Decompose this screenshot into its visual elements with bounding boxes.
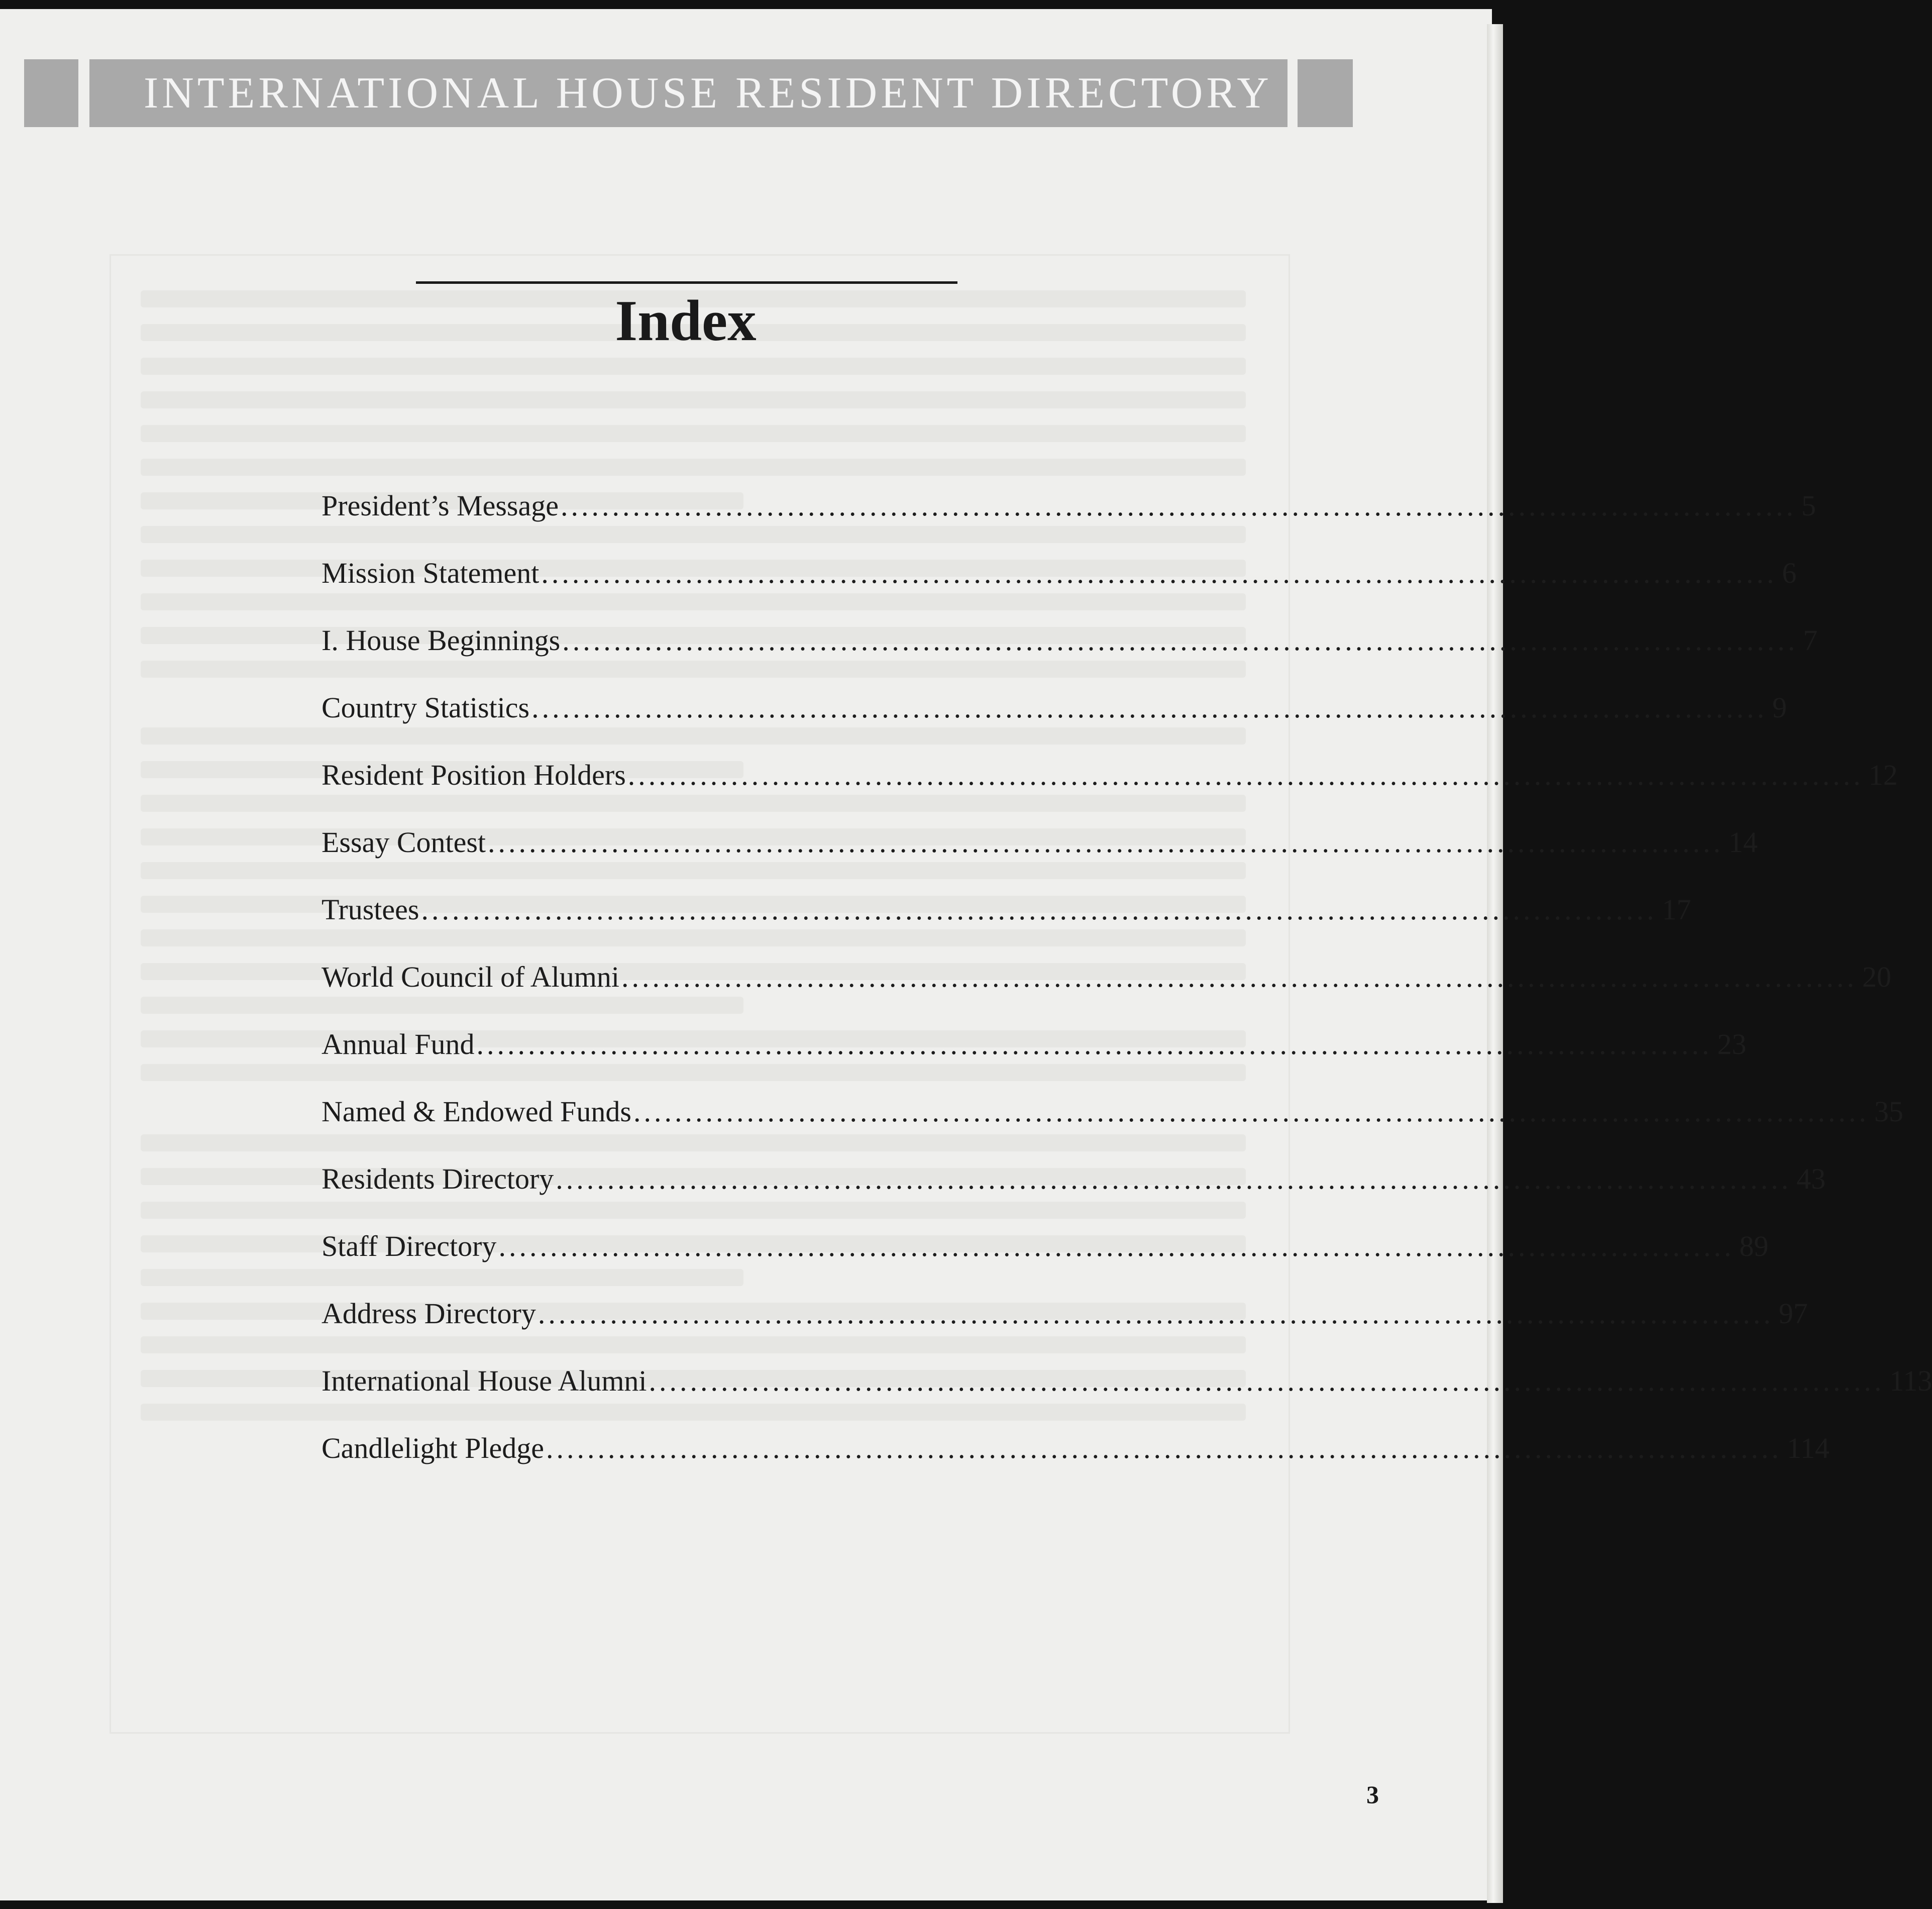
toc-label: World Council of Alumni xyxy=(321,961,620,993)
toc-leader: ........................................................................................................................ xyxy=(556,1162,1792,1195)
header-banner xyxy=(89,59,1287,127)
toc-row xyxy=(321,1028,1747,1097)
toc-label: Residents Directory xyxy=(321,1162,554,1195)
toc-leader: ........................................................................................................................ xyxy=(546,1432,1782,1464)
toc-label: Country Statistics xyxy=(321,691,530,724)
toc-page: 35 xyxy=(1874,1095,1903,1128)
toc-label: Essay Contest xyxy=(321,826,486,859)
toc-leader: ........................................................................................................................ xyxy=(538,1297,1774,1330)
toc-leader: ........................................................................................................................ xyxy=(498,1230,1735,1262)
toc-row xyxy=(321,1230,1769,1299)
toc-row xyxy=(321,489,1816,559)
toc-row xyxy=(321,624,1818,693)
toc-leader: ........................................................................................................................ xyxy=(488,826,1724,859)
toc-label: Candlelight Pledge xyxy=(321,1432,544,1464)
toc-leader: ........................................................................................................................ xyxy=(633,1095,1869,1128)
toc-row xyxy=(321,1432,1830,1501)
show-through-line xyxy=(141,358,1246,375)
table-of-contents xyxy=(321,489,1932,1501)
toc-page: 17 xyxy=(1662,893,1691,926)
toc-page: 12 xyxy=(1868,759,1898,791)
toc-label: I. House Beginnings xyxy=(321,624,561,657)
toc-label: Trustees xyxy=(321,893,419,926)
toc-page: 5 xyxy=(1801,489,1816,522)
toc-label: International House Alumni xyxy=(321,1364,647,1397)
toc-leader: ........................................................................................................................ xyxy=(621,961,1858,993)
toc-label: Staff Directory xyxy=(321,1230,497,1262)
toc-page: 43 xyxy=(1796,1162,1826,1195)
toc-leader: ........................................................................................................................ xyxy=(627,759,1864,791)
toc-leader: ........................................................................................................................ xyxy=(476,1028,1712,1060)
show-through-line xyxy=(141,391,1246,408)
banner-right-block xyxy=(1298,59,1353,127)
toc-page: 20 xyxy=(1862,961,1892,993)
show-through-line xyxy=(141,459,1246,476)
toc-label: Address Directory xyxy=(321,1297,536,1330)
toc-page: 114 xyxy=(1787,1432,1830,1464)
toc-row xyxy=(321,893,1691,963)
show-through-line xyxy=(141,425,1246,442)
toc-leader: ........................................................................................................................ xyxy=(541,557,1777,589)
heading-rule xyxy=(416,281,957,284)
toc-page: 89 xyxy=(1739,1230,1769,1262)
toc-row xyxy=(321,691,1787,761)
toc-row xyxy=(321,961,1892,1030)
toc-label: Named & Endowed Funds xyxy=(321,1095,631,1128)
toc-row xyxy=(321,557,1797,626)
toc-leader: ........................................................................................................................ xyxy=(562,624,1798,657)
toc-page: 14 xyxy=(1729,826,1758,859)
toc-row xyxy=(321,1095,1903,1164)
toc-row xyxy=(321,1297,1808,1366)
toc-label: Resident Position Holders xyxy=(321,759,626,791)
page-title: Index xyxy=(615,289,757,353)
header-title: INTERNATIONAL HOUSE RESIDENT DIRECTORY xyxy=(144,69,1272,118)
toc-page: 9 xyxy=(1772,691,1787,724)
toc-row xyxy=(321,1364,1932,1434)
toc-leader: ........................................................................................................................ xyxy=(561,489,1796,522)
toc-leader: ........................................................................................................................ xyxy=(421,893,1657,926)
document-page xyxy=(0,9,1932,1900)
toc-leader: ........................................................................................................................ xyxy=(649,1364,1885,1397)
toc-page: 97 xyxy=(1778,1297,1808,1330)
toc-label: President’s Message xyxy=(321,489,559,522)
toc-label: Mission Statement xyxy=(321,557,540,589)
page-number: 3 xyxy=(1366,1780,1379,1809)
toc-label: Annual Fund xyxy=(321,1028,475,1060)
toc-page: 23 xyxy=(1717,1028,1747,1060)
toc-row xyxy=(321,759,1898,828)
toc-row xyxy=(321,826,1758,895)
toc-page: 113 xyxy=(1889,1364,1932,1397)
toc-leader: ........................................................................................................................ xyxy=(531,691,1768,724)
toc-row xyxy=(321,1162,1826,1232)
toc-page: 7 xyxy=(1803,624,1818,657)
toc-page: 6 xyxy=(1782,557,1797,589)
banner-left-block xyxy=(24,59,78,127)
